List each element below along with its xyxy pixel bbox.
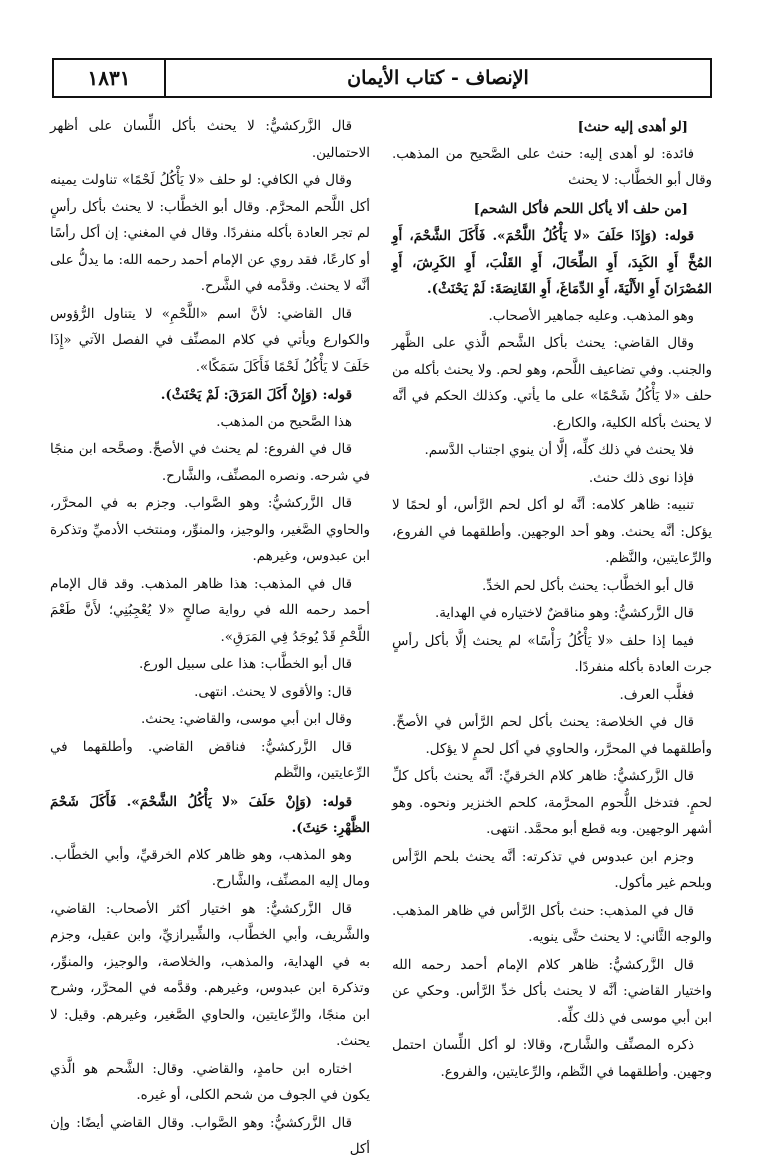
paragraph: وقال القاضي: يحنث بأكل الشَّحم الَّذي على الظَّهر والجنب. وفي تضاعيف اللَّحم، وهو لحم. ولا يحنث بأكله من حلف «لا يَأْكُلُ شَحْمًا» على ما يأتي. وكذلك الحكم في أنَّه لا يحنث بأكله الكلية، والكارع. xyxy=(392,336,712,431)
left-column xyxy=(50,114,370,1157)
paragraph: قال: والأقوى لا يحنث. انتهى. xyxy=(194,684,352,700)
paragraph: فيما إذا حلف «لا يَأْكُلُ رَأْسًا» لم يحنث إلَّا بأكل رأسٍ جرت العادة بأكله منفردًا. xyxy=(392,633,712,675)
paragraph: وهو المذهب، وهو ظاهر كلام الخرقيِّ، وأبي الخطَّاب. ومال إليه المصنِّف، والشَّارح. xyxy=(50,847,370,889)
paragraph: تنبيه: ظاهر كلامه: أنَّه لو أكل لحم الرَّأس، أو لحمًا لا يؤكل: أنَّه يحنث. وهو أحد الوجهين. وأطلقهما في الفروع، والرِّعايتين، والنَّظم. xyxy=(392,498,712,566)
paragraph: قال الزَّركشيُّ: فناقض القاضي. وأطلقهما في الرِّعايتين، والنَّظم xyxy=(50,739,370,781)
section-heading: [من حلف ألا يأكل اللحم فأكل الشحم] xyxy=(473,200,688,217)
right-column xyxy=(392,114,712,1094)
paragraph: قال في المذهب: هذا ظاهر المذهب. وقد قال الإمام أحمد رحمه الله في رواية صالحٍ «لا يُعْجِبُنِي؛ لأَنَّ طَعْمَ اللَّحْمِ قَدْ يُوجَدُ فِي المَرَقِ». xyxy=(50,576,370,645)
paragraph: ذكره المصنِّف والشَّارح، وقالا: لو أكل اللِّسان احتمل وجهين. وأطلقهما في النَّظم، والرِّعايتين، والفروع. xyxy=(392,1038,712,1080)
paragraph: هذا الصَّحيح من المذهب. xyxy=(216,414,352,430)
page-header xyxy=(52,58,712,98)
paragraph: قوله: (وَإِنْ أَكَلَ المَرَقَ: لَمْ يَحْنَثْ). xyxy=(160,387,352,403)
page-title: الإنصاف - كتاب الأيمان xyxy=(347,67,529,89)
paragraph: وقال ابن أبي موسى، والقاضي: يحنث. xyxy=(141,712,352,727)
paragraph: وهو المذهب. وعليه جماهير الأصحاب. xyxy=(488,308,694,324)
paragraph: قال القاضي: لأنَّ اسم «اللَّحْمِ» لا يتناول الرُّؤوس والكوارع ويأتي في كلام المصنِّف في الفصل الآتي «إِذَا حَلَفَ لا يَأْكُلُ لَحْمًا فَأَكَلَ سَمَكًا». xyxy=(50,306,370,375)
paragraph: قال الزَّركشيُّ: وهو الصَّواب. وجزم به في المحرَّر، والحاوي الصَّغير، والوجيز، والمنوِّر، ومنتخب الأدميِّ وتذكرة ابن عبدوس، وغيرهم. xyxy=(50,496,370,564)
section-heading: [لو أهدى إليه حنث] xyxy=(577,119,688,135)
paragraph: وجزم ابن عبدوس في تذكرته: أنَّه يحنث بلحم الرَّأس وبلحم غير مأكول. xyxy=(392,849,712,891)
paragraph: فائدة: لو أهدى إليه: حنث على الصَّحيح من المذهب. وقال أبو الخطَّاب: لا يحنث xyxy=(392,146,712,188)
paragraph: قال في المذهب: حنث بأكل الرَّأس في ظاهر المذهب. والوجه الثَّاني: لا يحنث حتَّى ينويه. xyxy=(392,903,712,945)
page-number: ١٨٣١ xyxy=(54,60,166,96)
paragraph: فلا يحنث في ذلك كلِّه، إلَّا أن ينوي اجتناب الدَّسم. xyxy=(424,443,694,458)
paragraph: قال في الخلاصة: يحنث بأكل لحم الرَّأس في الأصحِّ. وأطلقهما في المحرَّر، والحاوي في أكل لحمٍ لا يؤكل. xyxy=(392,715,712,757)
paragraph: قال الزَّركشيُّ: هو اختيار أكثر الأصحاب: القاضي، والشَّريف، وأبي الخطَّاب، والشِّيرازيِّ، وابن عقيل، وجزم به في الهداية، والمذهب، والخلاصة، والوجيز، والمنوِّر، وتذكرة ابن عبدوس، وغيرهم. وقدَّمه في المحرَّر، وشرح ابن منجًا، والرِّعايتين، والحاوي الصَّغير، وغيرهم. وقيل: لا يحنث. xyxy=(50,901,370,1049)
paragraph: قال أبو الخطَّاب: هذا على سبيل الورع. xyxy=(138,657,352,672)
paragraph: وقال في الكافي: لو حلف «لا يَأْكُلُ لَحْمًا» تناولت يمينه أكل اللَّحم المحرَّم. وقال أبو الخطَّاب: لا يحنث بأكل رأسٍ لم تجر العادة بأكله منفردًا. وقال في المغني: إن أكل رأسًا أو كارعًا، فقد روي عن الإمام أحمد رحمه الله: ما يدلُّ على أنَّه لا يحنث. وقدَّمه في الشَّرح. xyxy=(50,173,370,294)
paragraph: قال الزَّركشيُّ: ظاهر كلام الإمام أحمد رحمه الله واختيار القاضي: أنَّه لا يحنث بأكل خدِّ الرَّأس. وحكي عن ابن أبي موسى في ذلك كلِّه. xyxy=(392,957,712,1026)
paragraph: فإذا نوى ذلك حنث. xyxy=(588,470,694,486)
paragraph: قال الزَّركشيُّ: لا يحنث بأكل اللِّسان على أظهر الاحتمالين. xyxy=(50,119,370,161)
paragraph: قال الزَّركشيُّ: ظاهر كلام الخرقيِّ: أنَّه يحنث بأكل كلِّ لحمٍ. فتدخل اللُّحوم المحرَّمة، كلحم الخنزير ونحوه. وهو أشهر الوجهين. وبه قطع أبو محمَّد. انتهى. xyxy=(392,769,712,837)
paragraph: قوله: (وَإِنْ حَلَفَ «لا يَأْكُلُ الشَّحْمَ». فَأَكَلَ شَحْمَ الظَّهْرِ: حَنِثَ). xyxy=(50,793,370,836)
paragraph: اختاره ابن حامدٍ، والقاضي. وقال: الشَّحم هو الَّذي يكون في الجوف من شحم الكلى، أو غيره. xyxy=(50,1061,370,1103)
paragraph: قال الزَّركشيُّ: وهو الصَّواب. وقال القاضي أيضًا: وإن أكل xyxy=(50,1115,370,1157)
paragraph: فغلَّب العرف. xyxy=(619,687,694,703)
paragraph: قال في الفروع: لم يحنث في الأصحِّ. وصحَّحه ابن منجًا في شرحه. ونصره المصنِّف، والشَّارح. xyxy=(50,442,370,484)
paragraph: قال الزَّركشيُّ: وهو مناقضٌ لاختياره في الهداية. xyxy=(435,606,694,621)
paragraph: قوله: (وَإِذَا حَلَفَ «لا يَأْكُلُ اللَّحْمَ». فَأَكَلَ الشَّحْمَ، أَوِ المُخَّ أَوِ الكَبِدَ، أَوِ الطِّحَالَ، أَوِ القَلْبَ، أَوِ الكَرِشَ، أَوِ المُصْرَانَ أَوِ الأَلْيَةَ، أَوِ الدِّمَاغَ، أَوِ القَانِصَةَ: لَمْ يَحْنَثْ). xyxy=(392,228,712,297)
paragraph: قال أبو الخطَّاب: يحنث بأكل لحم الخدِّ. xyxy=(482,578,694,594)
